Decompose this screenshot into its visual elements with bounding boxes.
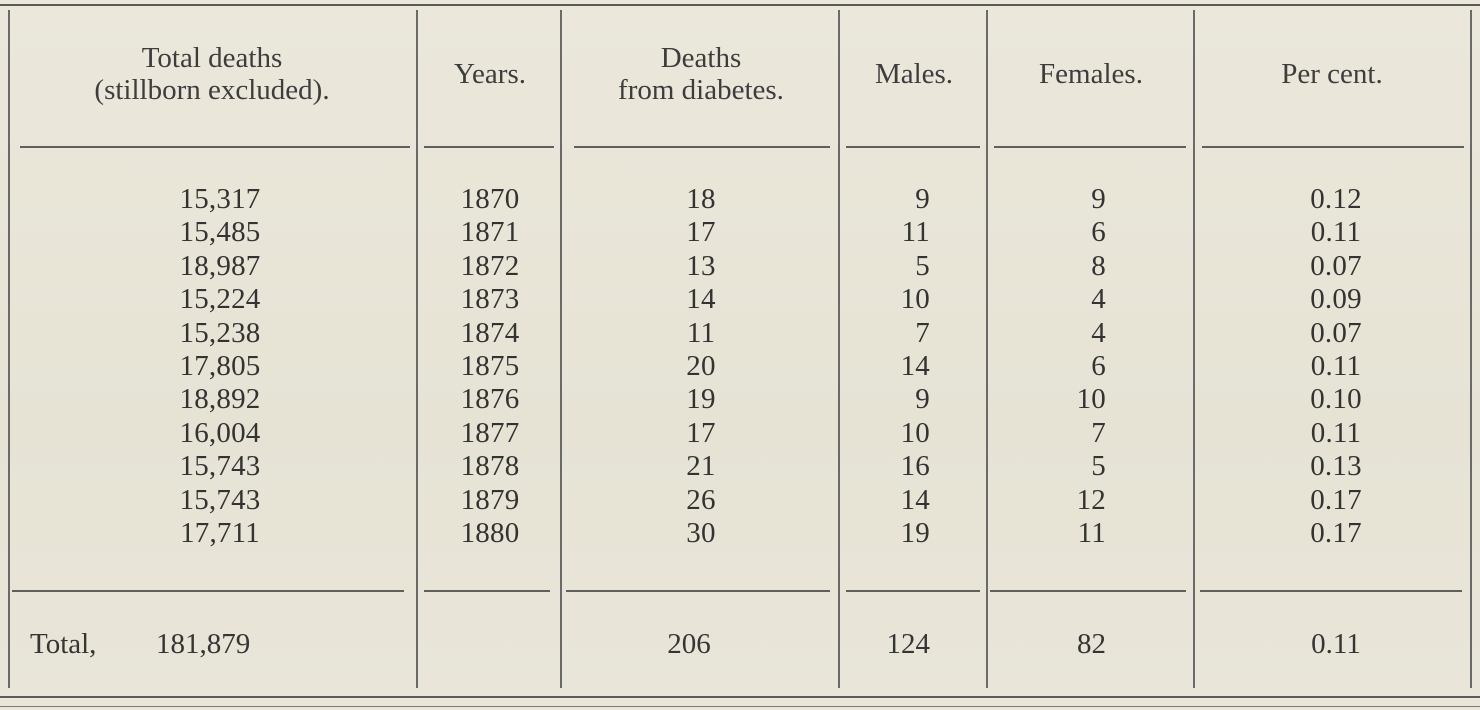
table-cell: 21 (686, 450, 716, 483)
top-rule (0, 4, 1480, 6)
table-cell: 16 (900, 450, 930, 483)
column-divider (838, 10, 840, 688)
table-cell: 1870 (460, 183, 520, 215)
header-males: Males. (874, 58, 954, 90)
header-deaths-from-diabetes (564, 42, 838, 106)
table-cell: 9 (915, 183, 930, 215)
table-cell: 0.07 (1310, 316, 1362, 349)
column-total-deaths (100, 183, 340, 550)
column-deaths-from-diabetes (564, 183, 838, 550)
column-years (420, 183, 560, 550)
table-cell: 19 (686, 383, 716, 416)
table-cell: 1874 (460, 316, 520, 349)
header-rule (846, 146, 980, 148)
table-cell: 11 (686, 316, 716, 349)
column-females (1020, 183, 1106, 550)
header-rule (574, 146, 830, 148)
table-cell: 0.10 (1310, 383, 1362, 416)
table-cell: 14 (900, 483, 930, 516)
header-females: Females. (1039, 58, 1143, 90)
table-cell: 17,805 (179, 350, 261, 383)
table-cell: 14 (686, 283, 716, 316)
column-divider (1193, 10, 1195, 688)
table-cell: 7 (1091, 416, 1106, 449)
table-cell: 8 (1091, 249, 1106, 282)
header-rule (424, 146, 554, 148)
header-years: Years. (454, 58, 526, 90)
header-per-cent: Per cent. (1281, 58, 1383, 90)
table-cell: 13 (686, 249, 716, 282)
column-divider (8, 10, 10, 688)
table-cell: 9 (915, 383, 930, 416)
table-cell: 1876 (460, 383, 520, 416)
table-cell: 0.12 (1310, 183, 1362, 215)
table-cell: 19 (900, 517, 930, 550)
table-cell: 0.11 (1310, 216, 1362, 249)
table-cell: 15,224 (179, 283, 261, 316)
table-cell: 1880 (460, 517, 520, 550)
table-cell: 1879 (460, 483, 520, 516)
table-cell: 16,004 (179, 416, 261, 449)
table-cell: 6 (1091, 216, 1106, 249)
header-deaths-line1: Deaths (660, 42, 742, 74)
table-cell: 5 (1091, 450, 1106, 483)
table-cell: 17,711 (180, 517, 260, 550)
header-deaths-line2: from diabetes. (618, 74, 784, 106)
table-cell: 7 (915, 316, 930, 349)
total-rule (1200, 590, 1462, 592)
total-females: 82 (1077, 628, 1106, 660)
table-cell: 4 (1091, 316, 1106, 349)
table-cell: 0.09 (1310, 283, 1362, 316)
total-deaths-from-diabetes: 206 (667, 628, 711, 660)
bottom-rule (0, 696, 1480, 698)
table-cell: 1878 (460, 450, 520, 483)
table-cell: 20 (686, 350, 716, 383)
column-divider (416, 10, 418, 688)
table-cell: 10 (900, 416, 930, 449)
total-rule (12, 590, 404, 592)
total-males: 124 (886, 628, 930, 660)
column-males (850, 183, 930, 550)
table-cell: 5 (915, 249, 930, 282)
header-total-deaths-line2: (stillborn excluded). (94, 74, 330, 106)
table-cell: 9 (1091, 183, 1106, 215)
bottom-rule-thin (0, 706, 1480, 707)
table-cell: 18,892 (179, 383, 261, 416)
header-rule (20, 146, 410, 148)
table-cell: 14 (900, 350, 930, 383)
header-rule (1202, 146, 1464, 148)
total-rule (566, 590, 830, 592)
table-cell: 26 (686, 483, 716, 516)
table-cell: 0.17 (1310, 517, 1362, 550)
table-cell: 11 (901, 216, 930, 249)
table-cell: 4 (1091, 283, 1106, 316)
table-cell: 15,743 (179, 450, 261, 483)
total-per-cent: 0.11 (1311, 628, 1361, 660)
total-rule (424, 590, 550, 592)
table-cell: 12 (1076, 483, 1106, 516)
table-cell: 18 (686, 183, 716, 215)
table-cell: 17 (686, 216, 716, 249)
header-total-deaths (12, 42, 412, 106)
table-cell: 15,743 (179, 483, 261, 516)
column-per-cent (1196, 183, 1476, 550)
total-rule (990, 590, 1186, 592)
table-cell: 0.11 (1310, 416, 1362, 449)
total-deaths-sum: 181,879 (156, 628, 251, 660)
table-cell: 6 (1091, 350, 1106, 383)
table-cell: 0.11 (1310, 350, 1362, 383)
table-cell: 0.07 (1310, 249, 1362, 282)
table-cell: 10 (1076, 383, 1106, 416)
table-cell: 17 (686, 416, 716, 449)
header-rule (994, 146, 1186, 148)
total-label: Total, (30, 628, 97, 660)
column-divider (986, 10, 988, 688)
table-cell: 1875 (460, 350, 520, 383)
column-divider (560, 10, 562, 688)
table-cell: 10 (900, 283, 930, 316)
table-cell: 15,238 (179, 316, 261, 349)
header-total-deaths-line1: Total deaths (141, 42, 283, 74)
table-cell: 1871 (460, 216, 520, 249)
table-cell: 30 (686, 517, 716, 550)
table-cell: 0.17 (1310, 483, 1362, 516)
table-cell: 1873 (460, 283, 520, 316)
table-cell: 15,317 (179, 183, 261, 215)
table-cell: 1877 (460, 416, 520, 449)
table-cell: 18,987 (179, 249, 261, 282)
total-rule (846, 590, 980, 592)
table-cell: 1872 (460, 249, 520, 282)
table-cell: 11 (1077, 517, 1106, 550)
table-cell: 0.13 (1310, 450, 1362, 483)
table-cell: 15,485 (179, 216, 261, 249)
